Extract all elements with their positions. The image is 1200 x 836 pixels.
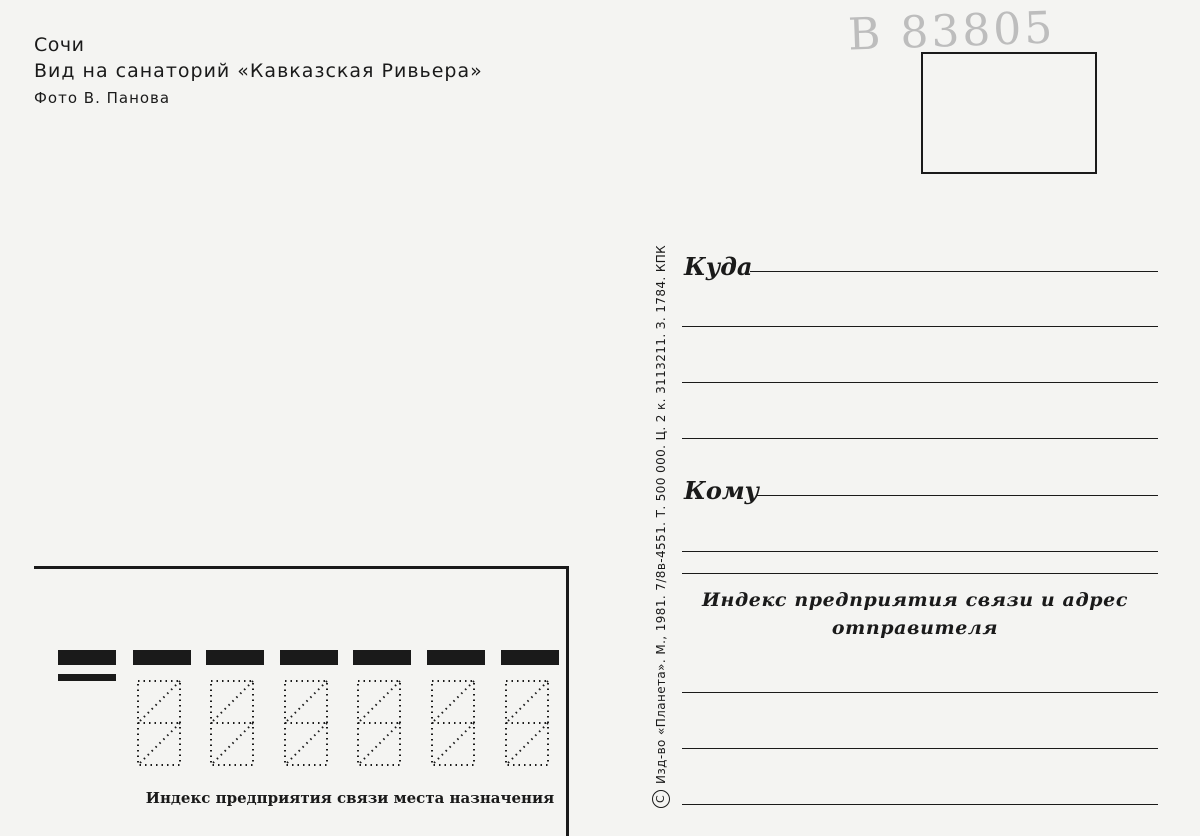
postal-code-frame-top bbox=[34, 566, 569, 569]
sender-line-1 bbox=[682, 692, 1158, 693]
recipient-line-2 bbox=[682, 551, 1158, 552]
caption-city: Сочи bbox=[34, 34, 85, 56]
sender-caption-line-1: Индекс предприятия связи и адрес bbox=[701, 589, 1129, 611]
archive-number-stamp: B 83805 bbox=[847, 2, 1057, 61]
postal-code-caption: Индекс предприятия связи места назначения bbox=[145, 789, 555, 807]
digit-bar bbox=[353, 650, 411, 665]
caption-photo-credit: Фото В. Панова bbox=[34, 89, 171, 107]
sender-line-2 bbox=[682, 748, 1158, 749]
sender-caption bbox=[660, 586, 1170, 642]
marker-bar bbox=[58, 650, 116, 665]
address-line-2 bbox=[682, 326, 1158, 327]
address-line-3 bbox=[682, 382, 1158, 383]
publisher-imprint bbox=[652, 128, 670, 808]
postal-code-digit-template bbox=[505, 680, 549, 766]
digit-bar bbox=[427, 650, 485, 665]
postal-code-digit-template bbox=[431, 680, 475, 766]
sender-caption-line-2: отправителя bbox=[831, 617, 999, 639]
postal-code-digit-template bbox=[357, 680, 401, 766]
sender-line-3 bbox=[682, 804, 1158, 805]
marker-bar-thin bbox=[58, 674, 116, 681]
postage-stamp-box bbox=[921, 52, 1097, 174]
recipient-line-3 bbox=[682, 573, 1158, 574]
digit-bar bbox=[206, 650, 264, 665]
recipient-line-1 bbox=[756, 495, 1158, 496]
address-line-4 bbox=[682, 438, 1158, 439]
to-whom-label: Кому bbox=[684, 476, 760, 505]
copyright-icon: C bbox=[652, 790, 670, 808]
digit-bar bbox=[501, 650, 559, 665]
postal-code-digit-template bbox=[137, 680, 181, 766]
digit-bar bbox=[280, 650, 338, 665]
caption-title: Вид на санаторий «Кавказская Ривьера» bbox=[34, 60, 483, 82]
digit-bar bbox=[133, 650, 191, 665]
address-line-1 bbox=[750, 271, 1158, 272]
postal-code-digit-template bbox=[210, 680, 254, 766]
postal-code-digit-template bbox=[284, 680, 328, 766]
to-where-label: Куда bbox=[684, 252, 753, 281]
imprint-text: Изд-во «Планета». М., 1981. 7/8в-4551. Т. 500 000. Ц. 2 к. 3113211. З. 1784. КПК bbox=[654, 244, 668, 784]
